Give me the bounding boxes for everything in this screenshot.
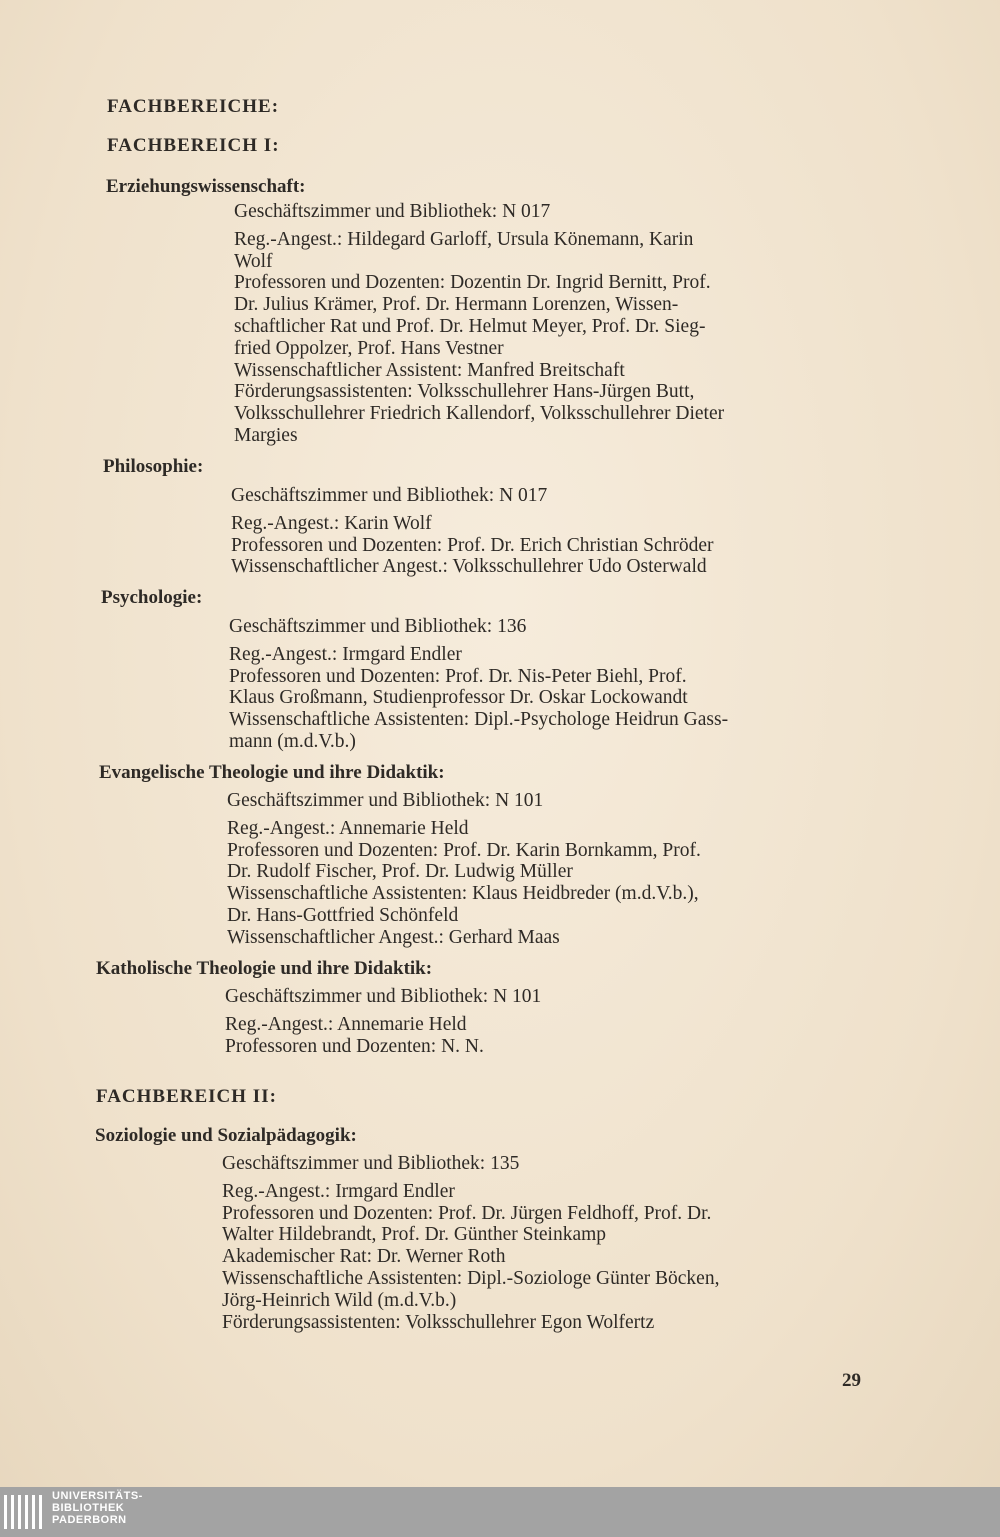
text-line: Reg.-Angest.: Annemarie Held bbox=[227, 817, 469, 839]
text-line: mann (m.d.V.b.) bbox=[229, 730, 356, 752]
logo-line: BIBLIOTHEK bbox=[52, 1502, 125, 1514]
text-line: Professoren und Dozenten: N. N. bbox=[225, 1035, 484, 1057]
text-line: Förderungsassistenten: Volksschullehrer Hans-Jürgen Butt, bbox=[234, 381, 695, 403]
section-body-philosophie bbox=[231, 485, 714, 578]
section-body-psychologie bbox=[229, 616, 728, 753]
text-line: schaftlicher Rat und Prof. Dr. Helmut Meyer, Prof. Dr. Sieg- bbox=[234, 315, 706, 337]
text-line: Reg.-Angest.: Annemarie Held bbox=[225, 1013, 467, 1035]
text-line: Wissenschaftlicher Assistent: Manfred Breitschaft bbox=[234, 359, 625, 381]
text-line: Klaus Großmann, Studienprofessor Dr. Oskar Lockowandt bbox=[229, 687, 688, 709]
section-title-erziehungswissenschaft: Erziehungswissenschaft: bbox=[106, 176, 306, 197]
text-line: Walter Hildebrandt, Prof. Dr. Günther Steinkamp bbox=[222, 1224, 607, 1246]
section-title-evangelische-theologie: Evangelische Theologie und ihre Didaktik: bbox=[99, 762, 445, 783]
text-line: Dr. Julius Krämer, Prof. Dr. Hermann Lorenzen, Wissen- bbox=[234, 294, 679, 316]
text-line: Wissenschaftliche Assistenten: Dipl.-Soziologe Günter Böcken, bbox=[222, 1267, 720, 1289]
library-logo-text bbox=[52, 1490, 143, 1526]
section-title-soziologie: Soziologie und Sozialpädagogik: bbox=[95, 1125, 357, 1146]
page-number: 29 bbox=[842, 1370, 861, 1391]
library-footer-bar bbox=[0, 1487, 1000, 1537]
text-line: Geschäftszimmer und Bibliothek: N 101 bbox=[227, 790, 544, 811]
text-line: Professoren und Dozenten: Prof. Dr. Karin Bornkamm, Prof. bbox=[227, 839, 701, 861]
text-line: Geschäftszimmer und Bibliothek: 136 bbox=[229, 616, 527, 637]
text-line: Reg.-Angest.: Karin Wolf bbox=[231, 512, 432, 534]
text-line: Wissenschaftlicher Angest.: Gerhard Maas bbox=[227, 926, 560, 948]
text-line: Geschäftszimmer und Bibliothek: 135 bbox=[222, 1153, 520, 1174]
section-title-psychologie: Psychologie: bbox=[101, 587, 203, 608]
text-line: Geschäftszimmer und Bibliothek: N 017 bbox=[234, 201, 551, 222]
text-line: Wissenschaftlicher Angest.: Volksschullehrer Udo Osterwald bbox=[231, 556, 707, 578]
text-line: Geschäftszimmer und Bibliothek: N 101 bbox=[225, 986, 542, 1007]
text-line: Wissenschaftliche Assistenten: Dipl.-Psychologe Heidrun Gass- bbox=[229, 709, 729, 731]
section-body-katholische-theologie bbox=[225, 986, 541, 1057]
library-logo-icon bbox=[4, 1495, 46, 1529]
text-line: Margies bbox=[234, 424, 298, 446]
text-line: Förderungsassistenten: Volksschullehrer Egon Wolfertz bbox=[222, 1311, 655, 1333]
text-line: Professoren und Dozenten: Prof. Dr. Jürgen Feldhoff, Prof. Dr. bbox=[222, 1202, 712, 1224]
section-body-erziehungswissenschaft bbox=[234, 201, 724, 447]
text-line: Professoren und Dozenten: Dozentin Dr. Ingrid Bernitt, Prof. bbox=[234, 272, 711, 294]
section-title-philosophie: Philosophie: bbox=[103, 456, 204, 477]
text-line: Reg.-Angest.: Hildegard Garloff, Ursula Könemann, Karin bbox=[234, 228, 694, 250]
section-title-katholische-theologie: Katholische Theologie und ihre Didaktik: bbox=[96, 958, 433, 979]
text-line: Reg.-Angest.: Irmgard Endler bbox=[222, 1180, 455, 1202]
text-line: Jörg-Heinrich Wild (m.d.V.b.) bbox=[222, 1289, 457, 1311]
section-body-soziologie bbox=[222, 1153, 719, 1333]
text-line: Reg.-Angest.: Irmgard Endler bbox=[229, 643, 462, 665]
text-line: Dr. Rudolf Fischer, Prof. Dr. Ludwig Müller bbox=[227, 861, 573, 883]
section-body-evangelische-theologie bbox=[227, 790, 701, 949]
text-line: Akademischer Rat: Dr. Werner Roth bbox=[222, 1246, 506, 1268]
text-line: Professoren und Dozenten: Prof. Dr. Erich Christian Schröder bbox=[231, 534, 714, 556]
heading-fachbereich-2: FACHBEREICH II: bbox=[96, 1086, 277, 1107]
text-line: Wissenschaftliche Assistenten: Klaus Heidbreder (m.d.V.b.), bbox=[227, 883, 699, 905]
logo-line: UNIVERSITÄTS- bbox=[52, 1490, 143, 1502]
heading-fachbereiche: FACHBEREICHE: bbox=[107, 96, 280, 117]
text-line: Dr. Hans-Gottfried Schönfeld bbox=[227, 904, 459, 926]
heading-fachbereich-1: FACHBEREICH I: bbox=[107, 135, 280, 156]
logo-line: PADERBORN bbox=[52, 1514, 127, 1526]
text-line: fried Oppolzer, Prof. Hans Vestner bbox=[234, 337, 504, 359]
text-line: Volksschullehrer Friedrich Kallendorf, Volksschullehrer Dieter bbox=[234, 403, 725, 425]
text-line: Professoren und Dozenten: Prof. Dr. Nis-Peter Biehl, Prof. bbox=[229, 665, 687, 687]
text-line: Wolf bbox=[234, 250, 273, 272]
text-line: Geschäftszimmer und Bibliothek: N 017 bbox=[231, 485, 548, 506]
